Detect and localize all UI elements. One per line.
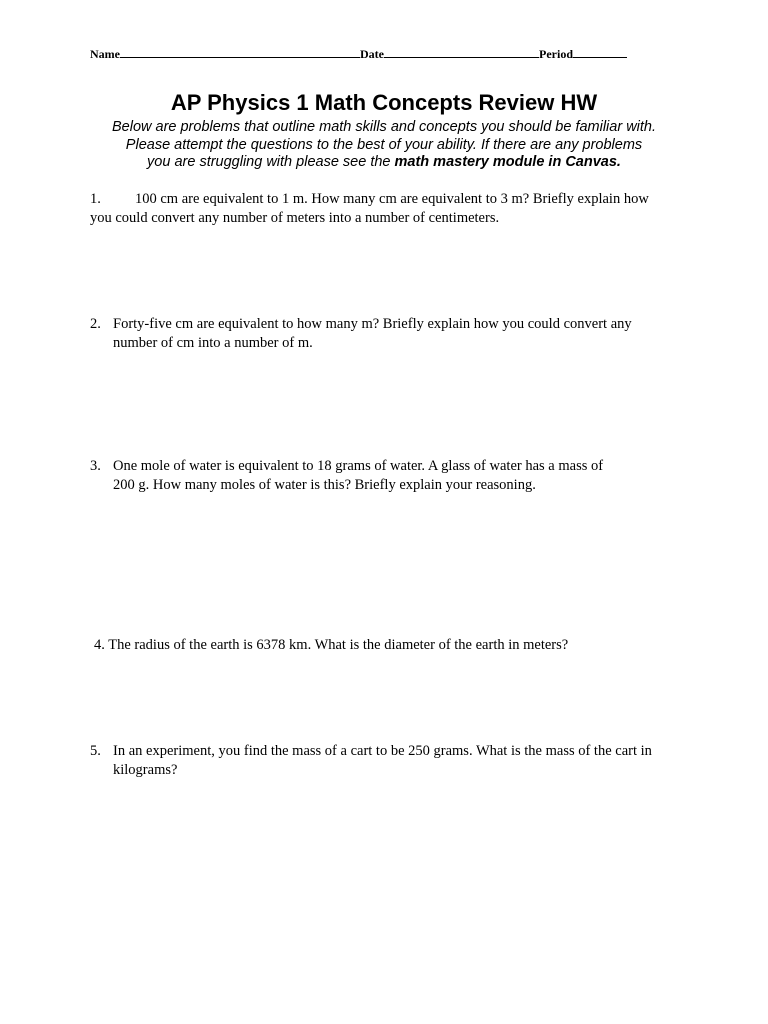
period-label: Period <box>539 47 573 61</box>
intro-line-1: Below are problems that outline math skills and concepts you should be familiar with. <box>111 119 657 135</box>
question-text-continued: number of cm into a number of m. <box>113 334 313 351</box>
question-5 <box>90 742 690 779</box>
page-title: AP Physics 1 Math Concepts Review HW <box>170 90 598 115</box>
name-label: Name <box>90 47 120 61</box>
question-text: The radius of the earth is 6378 km. What is the diameter of the earth in meters? <box>108 637 569 653</box>
question-text: Forty-five cm are equivalent to how many m? Briefly explain how you could convert any <box>113 316 632 332</box>
question-text-continued: kilograms? <box>113 761 178 778</box>
question-2 <box>90 315 690 352</box>
question-1 <box>90 190 690 227</box>
question-3 <box>90 457 690 494</box>
question-number: 4. <box>94 637 105 653</box>
question-text-continued: you could convert any number of meters into a number of centimeters. <box>90 209 500 226</box>
question-number: 5. <box>90 743 101 759</box>
question-number: 3. <box>90 458 101 474</box>
canvas-module-reference: math mastery module in Canvas. <box>394 154 621 170</box>
question-number: 2. <box>90 316 101 332</box>
date-blank[interactable] <box>384 46 539 58</box>
question-text: In an experiment, you find the mass of a cart to be 250 grams. What is the mass of the cart in <box>113 743 652 759</box>
student-info-line <box>90 46 627 62</box>
intro-line-3 <box>80 154 688 172</box>
period-blank[interactable] <box>573 46 627 58</box>
question-4 <box>94 636 694 655</box>
question-text: One mole of water is equivalent to 18 grams of water. A glass of water has a mass of <box>113 458 604 474</box>
question-number: 1. <box>90 191 101 207</box>
intro-line-3-text: you are struggling with please see the <box>147 154 395 170</box>
question-text: 100 cm are equivalent to 1 m. How many cm are equivalent to 3 m? Briefly explain how <box>135 191 649 207</box>
date-label: Date <box>360 47 384 61</box>
name-blank[interactable] <box>120 46 360 58</box>
question-text-continued: 200 g. How many moles of water is this? Briefly explain your reasoning. <box>113 476 536 493</box>
intro-line-2: Please attempt the questions to the best of your ability. If there are any problems <box>125 136 643 153</box>
intro-paragraph <box>80 119 688 172</box>
